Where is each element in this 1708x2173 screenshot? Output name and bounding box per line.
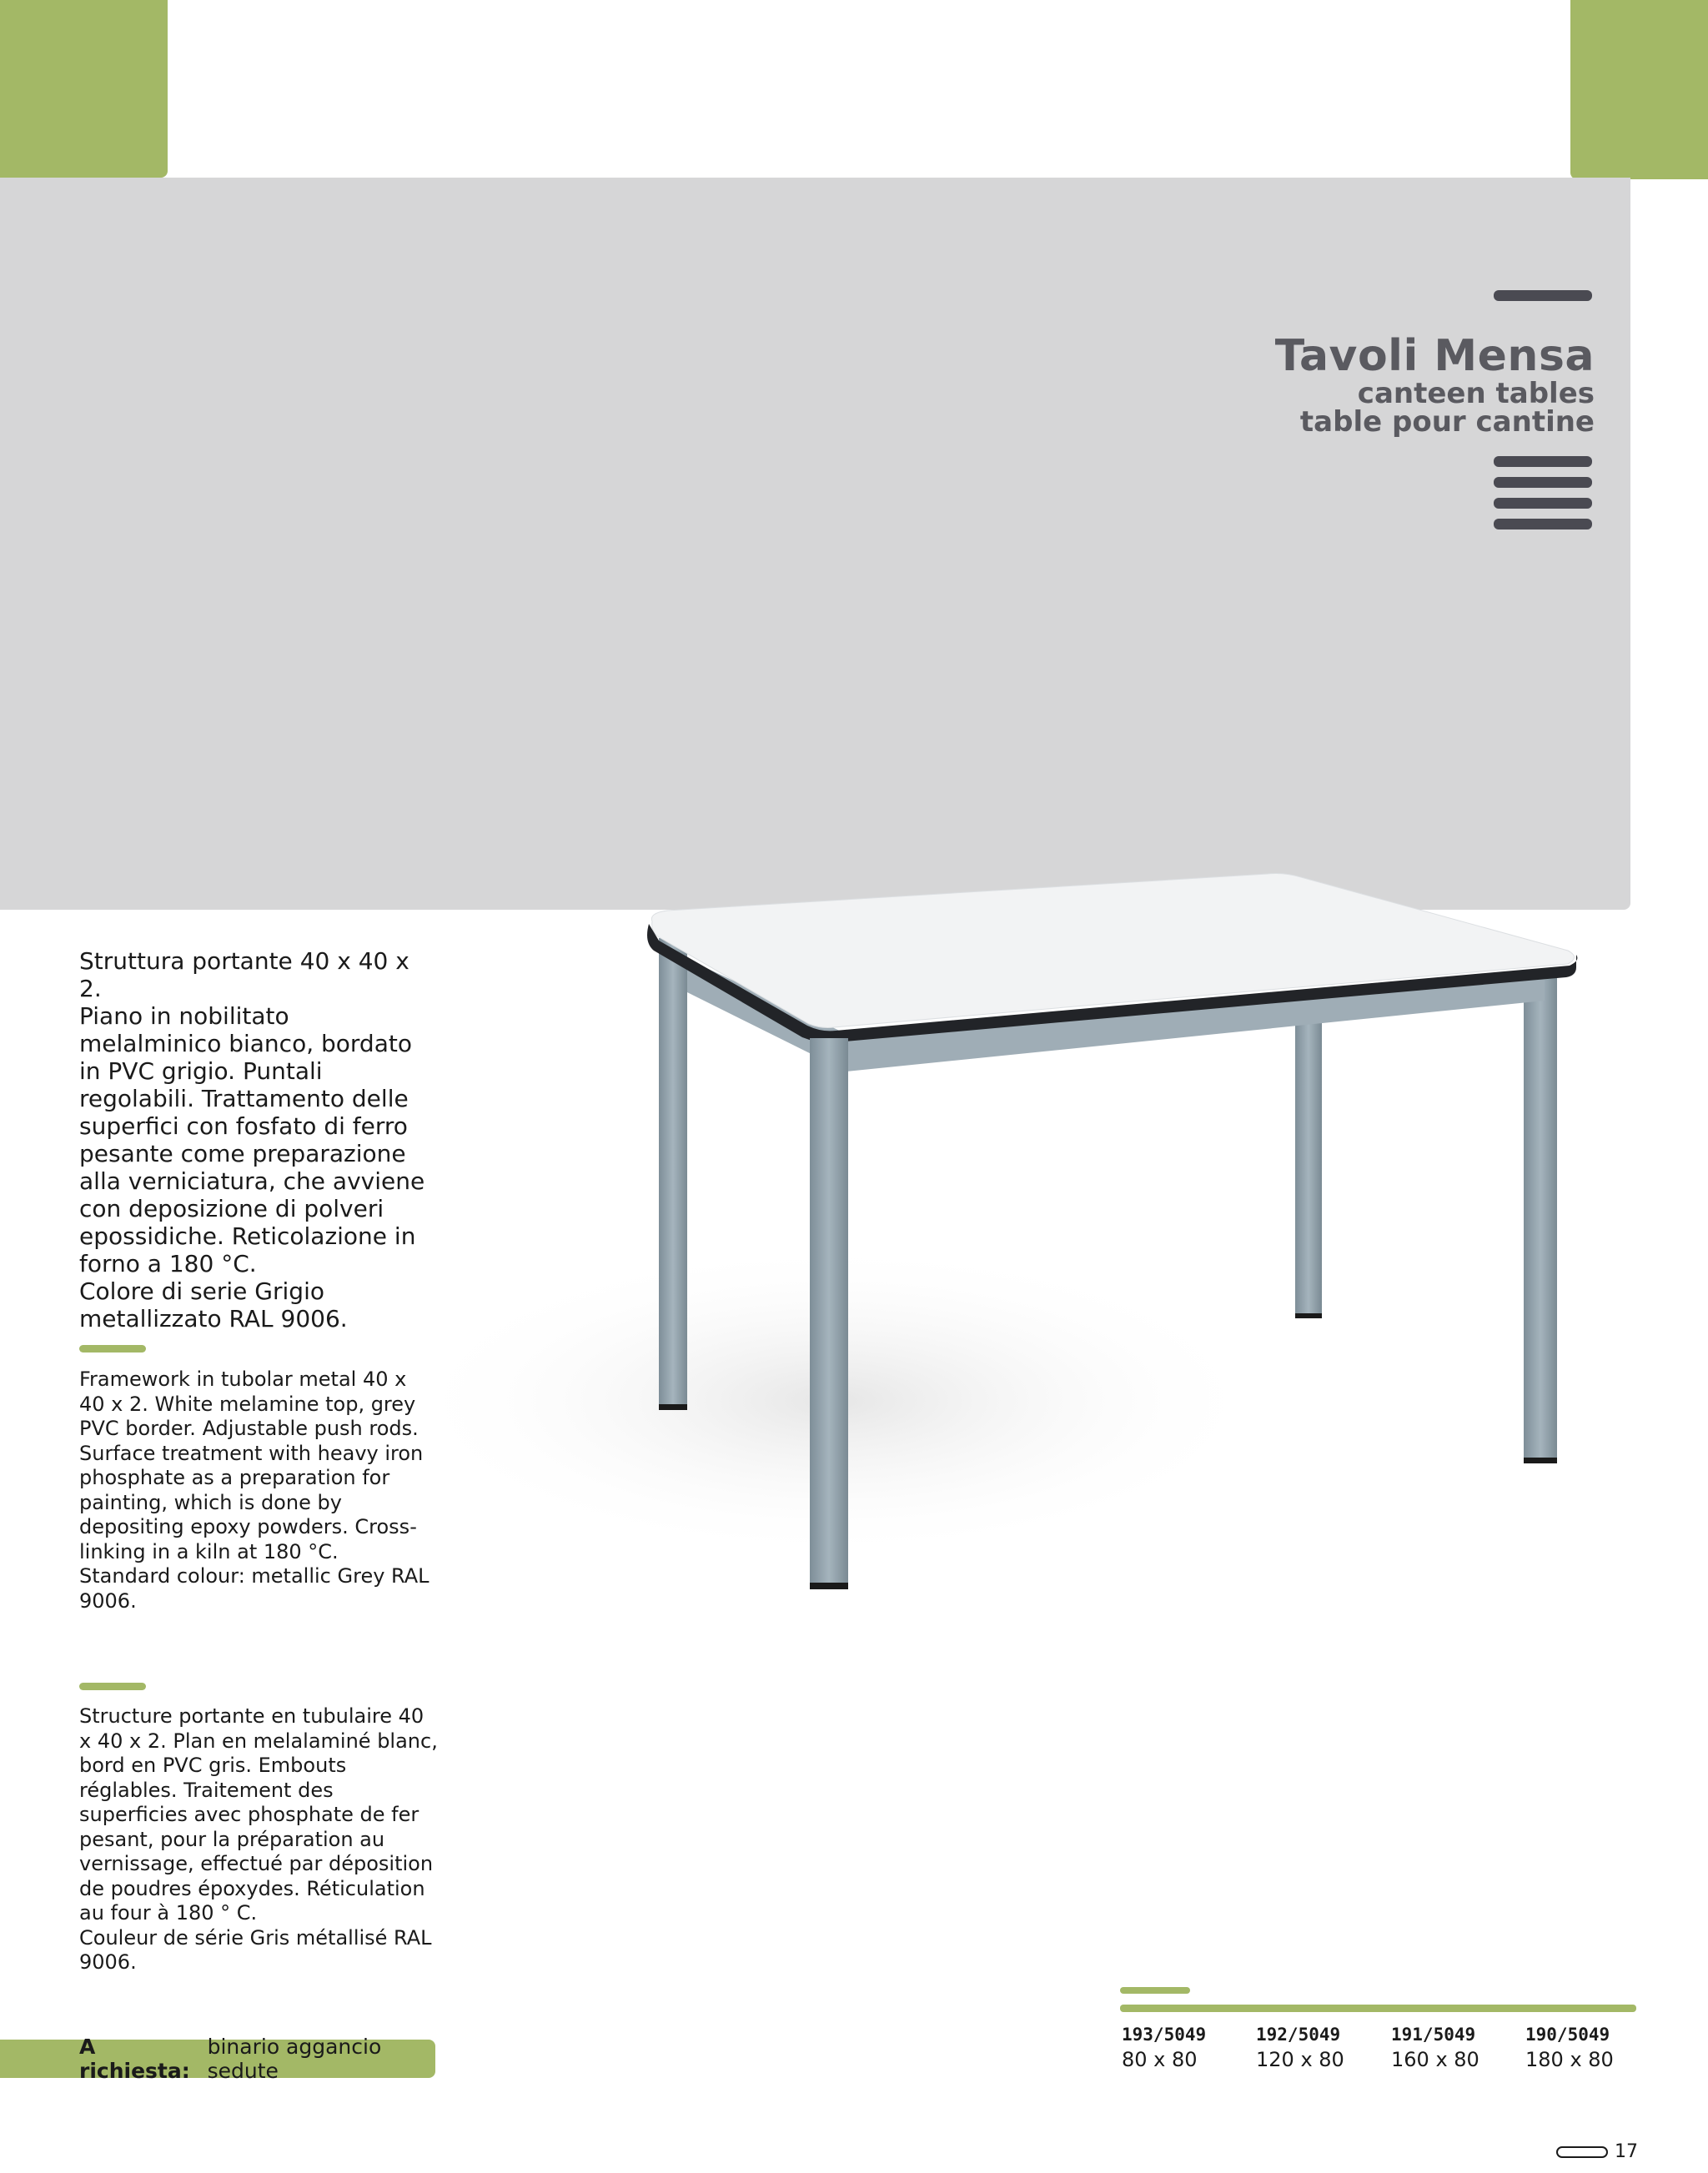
separator-en [79,1345,146,1352]
corner-tab-left [0,0,168,178]
corner-tab-right[interactable] [1570,0,1708,179]
description-it: Struttura portante 40 x 40 x 2. Piano in nobilitato melalminico bianco, bordato in PVC grigio. Puntali regolabili. Trattamento delle superfici con fosfato di ferro pesante come preparazione alla verniciatura, che avviene con deposizione di polveri epossidiche. Reticolazione in forno a 180 °C. Colore di serie Grigio metallizzato RAL 9006. [79,947,425,1332]
hero-panel [0,178,1630,910]
product-item [1391,2025,1525,2071]
product-item [1525,2025,1659,2071]
on-request-label: A richiesta: [79,2035,190,2083]
product-size: 80 x 80 [1122,2048,1198,2071]
page-marker-icon [1556,2146,1608,2158]
product-code: 191/5049 [1391,2025,1476,2045]
page-title: Tavoli Mensa [1274,331,1595,381]
page-number [1556,2141,1638,2162]
product-code: 190/5049 [1525,2025,1610,2045]
description-fr: Structure portante en tubulaire 40 x 40 x 2. Plan en melalaminé blanc, bord en PVC gris. Embouts réglables. Traitement des superficies avec phosphate de fer pesant, pour la préparation au vernissage, effectué par déposition de poudres époxydes. Réticulation au four à 180 ° C. Couleur de série Gris métallisé RAL 9006. [79,1704,438,1974]
on-request-text: binario aggancio sedute [207,2035,382,2083]
product-size: 120 x 80 [1256,2048,1344,2071]
product-item [1256,2025,1389,2071]
product-size: 180 x 80 [1525,2048,1614,2071]
codes-divider-long [1120,2005,1636,2012]
product-item [1122,2025,1255,2071]
subtitle-fr: table pour cantine [1299,404,1595,439]
title-block [1274,331,1595,439]
on-request-note [0,2035,435,2083]
description-en: Framework in tubolar metal 40 x 40 x 2. White melamine top, grey PVC border. Adjustable push rods. Surface treatment with heavy iron phosphate as a preparation for painting, which is done by depositing epoxy powders. Cross-linking in a kiln at 180 °C. Standard colour: metallic Grey RAL 9006. [79,1368,430,1613]
separator-fr [79,1683,146,1690]
product-size: 160 x 80 [1391,2048,1479,2071]
product-code: 192/5049 [1256,2025,1341,2045]
product-code: 193/5049 [1122,2025,1207,2045]
page-number-value: 17 [1615,2141,1638,2162]
title-divider-top [1494,290,1592,301]
subtitle-en: canteen tables [1357,376,1595,410]
codes-divider-short [1120,1987,1190,1994]
table-illustration [400,859,1585,1609]
